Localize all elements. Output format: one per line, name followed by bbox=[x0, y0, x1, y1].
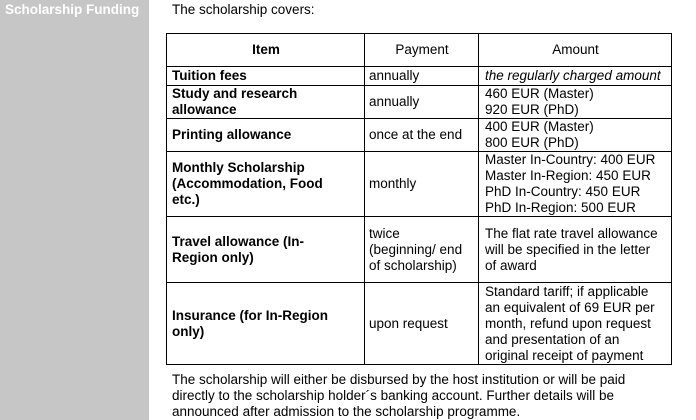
cell-line: of scholarship) bbox=[369, 257, 457, 273]
table-row bbox=[167, 67, 672, 86]
cell-line: PhD In-Region: 500 EUR bbox=[485, 200, 636, 215]
table-row bbox=[167, 119, 672, 152]
cell-line: Study and research bbox=[172, 86, 298, 101]
cell-amount bbox=[479, 86, 672, 119]
cell-payment bbox=[365, 152, 479, 217]
cell-line: upon request bbox=[369, 315, 448, 331]
cell-amount bbox=[479, 119, 672, 152]
note-line: announced after admission to the scholarship programme. bbox=[172, 404, 521, 419]
cell-line: (Accommodation, Food bbox=[172, 176, 323, 191]
cell-line: Master In-Region: 450 EUR bbox=[485, 168, 651, 183]
table-header-row bbox=[167, 34, 672, 67]
cell-line: (beginning/ end bbox=[369, 241, 463, 257]
cell-item bbox=[167, 283, 365, 365]
cell-payment bbox=[365, 119, 479, 152]
cell-line: annually bbox=[369, 94, 420, 109]
cell-line: only) bbox=[172, 323, 205, 339]
cell-line: an equivalent of 69 EUR per bbox=[485, 299, 655, 315]
cell-line: 920 EUR (PhD) bbox=[485, 102, 579, 117]
header-amount: Amount bbox=[479, 34, 672, 67]
cell-line: the regularly charged amount bbox=[485, 68, 661, 83]
cell-item bbox=[167, 217, 365, 283]
cell-amount bbox=[479, 283, 672, 365]
cell-line: annually bbox=[369, 68, 420, 83]
cell-line: Region only) bbox=[172, 249, 254, 265]
cell-line: etc.) bbox=[172, 192, 200, 207]
disbursement-note bbox=[172, 372, 672, 420]
cell-amount bbox=[479, 217, 672, 283]
cell-line: and presentation of an bbox=[485, 331, 620, 347]
cell-line: 400 EUR (Master) bbox=[485, 119, 594, 134]
cell-line: Insurance (for In-Region bbox=[172, 307, 329, 323]
cell-item bbox=[167, 152, 365, 217]
cell-line: original receipt of payment bbox=[485, 347, 644, 363]
cell-line: Printing allowance bbox=[172, 127, 292, 142]
cell-line: month, refund upon request bbox=[485, 315, 651, 331]
cell-amount bbox=[479, 152, 672, 217]
table-row bbox=[167, 283, 672, 365]
cell-line: Travel allowance (In- bbox=[172, 233, 305, 249]
cell-line: The flat rate travel allowance bbox=[485, 225, 658, 241]
cell-line: will be specified in the letter bbox=[485, 241, 651, 257]
table-row bbox=[167, 86, 672, 119]
cell-line: PhD In-Country: 450 EUR bbox=[485, 184, 641, 199]
cell-amount bbox=[479, 67, 672, 86]
section-heading: Scholarship Funding bbox=[5, 2, 140, 17]
cell-line: monthly bbox=[369, 176, 417, 191]
cell-payment bbox=[365, 86, 479, 119]
cell-line: Standard tariff; if applicable bbox=[485, 283, 649, 299]
cell-line: once at the end bbox=[369, 127, 463, 142]
table-row bbox=[167, 152, 672, 217]
cell-payment bbox=[365, 217, 479, 283]
cell-payment bbox=[365, 283, 479, 365]
note-line: directly to the scholarship holder´s banking account. Further details will be bbox=[172, 388, 614, 403]
cell-line: twice bbox=[369, 225, 400, 241]
intro-text: The scholarship covers: bbox=[172, 2, 315, 17]
cell-item bbox=[167, 86, 365, 119]
cell-line: Tuition fees bbox=[172, 68, 247, 83]
cell-line: allowance bbox=[172, 102, 237, 117]
header-payment: Payment bbox=[365, 34, 479, 67]
cell-line: Monthly Scholarship bbox=[172, 160, 305, 175]
table-row bbox=[167, 217, 672, 283]
cell-payment bbox=[365, 67, 479, 86]
cell-line: Master In-Country: 400 EUR bbox=[485, 152, 656, 167]
note-line: The scholarship will either be disbursed by the host institution or will be paid bbox=[172, 372, 626, 387]
cell-item bbox=[167, 119, 365, 152]
header-item: Item bbox=[167, 34, 365, 67]
cell-line: 800 EUR (PhD) bbox=[485, 135, 579, 150]
cell-line: of award bbox=[485, 257, 537, 273]
scholarship-table bbox=[166, 33, 672, 365]
cell-line: 460 EUR (Master) bbox=[485, 86, 594, 101]
sidebar bbox=[0, 0, 149, 420]
cell-item bbox=[167, 67, 365, 86]
